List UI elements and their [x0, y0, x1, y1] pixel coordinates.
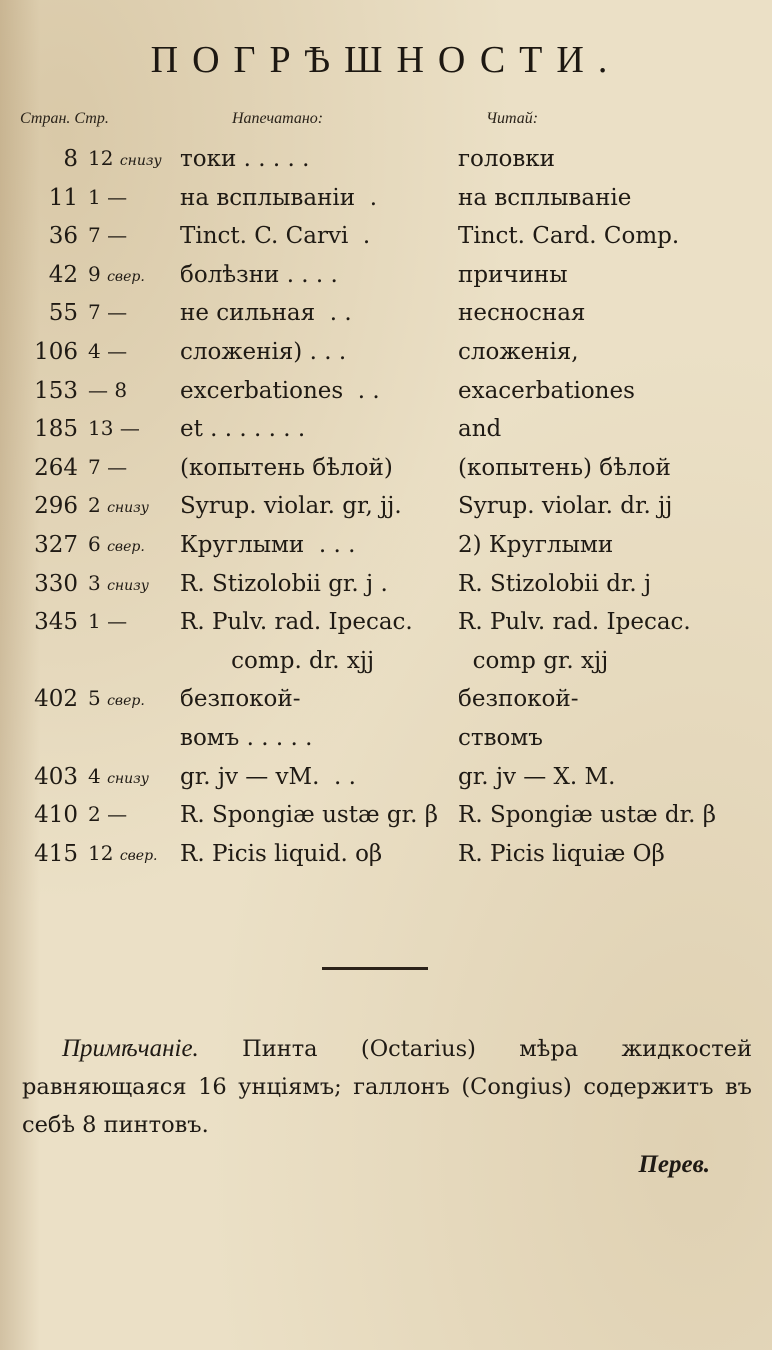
errata-line-position: —: [107, 300, 128, 325]
header-page-line: Стран. Стр.: [20, 110, 109, 127]
errata-line-position: —: [119, 416, 140, 441]
errata-printed: R. Stizolobii gr. j .: [180, 570, 388, 597]
errata-page-number: 185: [34, 416, 78, 443]
errata-correction: безпокой-: [458, 686, 579, 713]
errata-printed: comp. dr. xjj: [180, 647, 375, 674]
errata-line-ref: [88, 416, 140, 440]
errata-page-number: 330: [34, 570, 78, 597]
errata-line-number: 4: [88, 763, 101, 788]
errata-line-position: снизу: [107, 577, 149, 594]
errata-printed: (копытень бѣлой): [180, 454, 393, 481]
errata-row: [20, 682, 760, 721]
errata-row: [20, 760, 760, 799]
errata-line-position: снизу: [107, 500, 149, 517]
errata-line-number: 5: [88, 686, 101, 711]
errata-printed: Круглыми . . .: [180, 531, 356, 558]
errata-line-number: 13: [88, 416, 114, 441]
errata-row: [20, 798, 760, 837]
errata-line-ref: [88, 532, 145, 556]
errata-page-number: 36: [48, 223, 78, 250]
errata-row: [20, 219, 760, 258]
errata-correction: comp gr. xjj: [458, 647, 609, 674]
errata-correction: ствомъ: [458, 724, 543, 751]
errata-printed: gr. jv — vM. . .: [180, 763, 356, 790]
errata-page-number: 8: [63, 146, 78, 172]
errata-line-ref: [88, 378, 127, 402]
errata-line-ref: [88, 223, 127, 247]
errata-correction: Syrup. violar. dr. jj: [458, 493, 673, 520]
errata-printed: R. Spongiæ ustæ gr. β: [180, 802, 438, 829]
errata-correction: несносная: [458, 300, 586, 327]
errata-page-number: 264: [34, 454, 78, 481]
errata-line-position: 8: [114, 377, 128, 402]
errata-printed: болѣзни . . . .: [180, 261, 338, 288]
errata-printed: безпокой-: [180, 686, 301, 713]
errata-printed: не сильная . .: [180, 300, 352, 327]
errata-correction: Tinct. Card. Comp.: [458, 223, 680, 250]
errata-line-ref: [88, 146, 162, 170]
errata-row: [20, 528, 760, 567]
errata-page-number: 42: [48, 261, 78, 288]
errata-line-position: —: [107, 223, 128, 248]
errata-row: [20, 837, 760, 876]
errata-line-position: свер.: [119, 847, 158, 864]
errata-page-number: 106: [34, 338, 78, 365]
errata-correction: (копытень) бѣлой: [458, 454, 671, 481]
errata-line-number: 2: [88, 802, 101, 827]
errata-printed: excerbationes . .: [180, 377, 380, 404]
errata-printed: et . . . . . . .: [180, 416, 306, 443]
errata-correction: сложенія,: [458, 338, 579, 365]
errata-line-position: —: [107, 609, 128, 634]
errata-printed: вомъ . . . . .: [180, 724, 313, 751]
errata-row: [20, 374, 760, 413]
errata-line-number: 6: [88, 531, 101, 556]
errata-page-number: 402: [34, 686, 78, 713]
errata-line-ref: [88, 339, 127, 363]
errata-printed: Syrup. violar. gr, jj.: [180, 493, 402, 520]
translator-note: [22, 1030, 752, 1144]
errata-line-position: —: [107, 338, 128, 363]
errata-printed: R. Pulv. rad. Ipecac.: [180, 609, 413, 636]
errata-line-position: свер.: [107, 693, 145, 710]
errata-row: [20, 721, 760, 760]
errata-line-number: 4: [88, 338, 101, 363]
page-title: ПОГРѢШНОСТИ.: [150, 39, 622, 81]
errata-line-number: 9: [88, 261, 101, 286]
note-text: Пинта (Octarius) мѣра жидкостей равняющаяся 16 унціямъ; галлонъ (Congius) содержитъ въ себѣ 8 пинтовъ.: [22, 1036, 752, 1138]
errata-line-position: свер.: [107, 268, 145, 285]
errata-page-number: 415: [34, 840, 78, 867]
column-headers: [20, 110, 760, 136]
errata-line-ref: [88, 571, 149, 595]
errata-line-number: 12: [88, 146, 114, 170]
errata-line-position: —: [107, 454, 128, 479]
errata-row: [20, 451, 760, 490]
errata-line-ref: [88, 185, 127, 209]
errata-row: [20, 142, 760, 181]
errata-page-number: 11: [48, 184, 78, 211]
errata-correction: R. Spongiæ ustæ dr. β: [458, 802, 716, 829]
errata-row: [20, 258, 760, 297]
errata-table: [20, 142, 760, 875]
errata-line-ref: [88, 455, 127, 479]
errata-row: [20, 335, 760, 374]
errata-line-number: 7: [88, 300, 101, 325]
errata-printed: Tinct. C. Carvi .: [180, 223, 371, 250]
errata-line-number: 3: [88, 570, 101, 595]
translator-signature: Перев.: [638, 1151, 710, 1178]
errata-correction: на всплываніе: [458, 184, 632, 211]
errata-line-ref: [88, 686, 145, 710]
errata-correction: головки: [458, 146, 556, 172]
errata-row: [20, 489, 760, 528]
errata-page-number: 153: [34, 377, 78, 404]
note-lead: Примѣчаніе.: [62, 1035, 199, 1062]
errata-printed: R. Picis liquid. oβ: [180, 840, 383, 867]
errata-line-number: 7: [88, 223, 101, 248]
errata-line-ref: [88, 764, 149, 788]
errata-printed: на всплываніи .: [180, 184, 378, 211]
header-read: Читай:: [486, 110, 539, 127]
errata-line-ref: [88, 802, 127, 826]
errata-row: [20, 644, 760, 683]
divider-rule: [322, 967, 428, 970]
errata-page-number: 55: [48, 300, 78, 327]
errata-line-number: —: [88, 377, 108, 402]
errata-page-number: 296: [34, 493, 78, 520]
errata-line-number: 1: [88, 609, 101, 634]
errata-line-ref: [88, 262, 145, 286]
errata-correction: gr. jv — X. M.: [458, 763, 616, 790]
errata-page-number: 410: [34, 802, 78, 829]
errata-line-number: 7: [88, 454, 101, 479]
errata-correction: причины: [458, 261, 568, 288]
errata-line-ref: [88, 609, 127, 633]
header-printed: Напечатано:: [232, 110, 324, 127]
errata-row: [20, 296, 760, 335]
errata-correction: 2) Круглыми: [458, 531, 614, 558]
errata-row: [20, 605, 760, 644]
errata-correction: and: [458, 416, 502, 443]
errata-correction: R. Stizolobii dr. j: [458, 570, 652, 597]
errata-line-ref: [88, 493, 149, 517]
errata-correction: R. Picis liquiæ Oβ: [458, 840, 665, 867]
errata-printed: сложенія) . . .: [180, 338, 347, 365]
errata-line-number: 1: [88, 184, 101, 209]
errata-row: [20, 412, 760, 451]
errata-line-ref: [88, 300, 127, 324]
errata-line-position: снизу: [119, 153, 162, 169]
errata-page-number: 327: [34, 531, 78, 558]
errata-line-position: снизу: [107, 770, 149, 787]
errata-line-ref: [88, 841, 158, 865]
errata-line-position: свер.: [107, 538, 145, 555]
errata-row: [20, 181, 760, 220]
errata-line-number: 2: [88, 493, 101, 518]
errata-printed: токи . . . . .: [180, 146, 310, 172]
errata-line-position: —: [107, 184, 128, 209]
errata-correction: R. Pulv. rad. Ipecac.: [458, 609, 691, 636]
errata-line-number: 12: [88, 840, 114, 865]
errata-page-number: 345: [34, 609, 78, 636]
errata-line-position: —: [107, 802, 128, 827]
errata-row: [20, 567, 760, 606]
errata-correction: exacerbationes: [458, 377, 635, 404]
errata-page-number: 403: [34, 763, 78, 790]
